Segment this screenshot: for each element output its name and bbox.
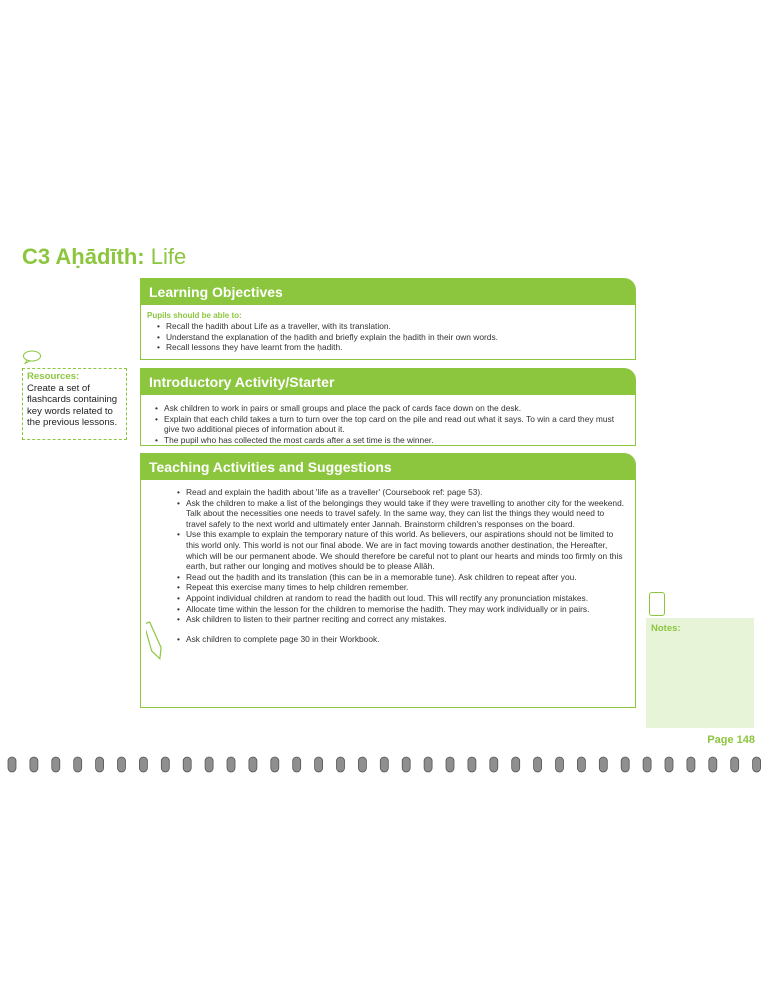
- teaching-heading: Teaching Activities and Suggestions: [141, 454, 635, 480]
- list-item: • Understand the explanation of the ḥadith and briefly explain the ḥadith in their own words.: [157, 332, 627, 343]
- learning-objectives-panel: [140, 278, 636, 360]
- binding-ring: [446, 757, 454, 772]
- binding-ring: [424, 757, 432, 772]
- list-item: • Recall lessons they have learnt from the ḥadith.: [157, 342, 627, 353]
- list-item: • Ask children to listen to their partner reciting and correct any mistakes.: [177, 614, 625, 625]
- binding-ring: [96, 757, 104, 772]
- binding-ring: [52, 757, 60, 772]
- binding-ring: [731, 757, 739, 772]
- binding-ring: [249, 757, 257, 772]
- page-number: Page 148: [707, 734, 755, 746]
- binding-ring: [74, 757, 82, 772]
- binding-ring: [665, 757, 673, 772]
- list-item: • Allocate time within the lesson for the children to memorise the ḥadith. They may work individually or in pairs.: [177, 604, 625, 615]
- binding-ring: [402, 757, 410, 772]
- list-item: • Read out the ḥadith and its translation (this can be in a memorable tune). Ask children to repeat after you.: [177, 572, 625, 583]
- list-item: • Read and explain the ḥadith about 'life as a traveller' (Coursebook ref: page 53).: [177, 487, 625, 498]
- notepad-icon: [649, 592, 665, 616]
- list-item: • The pupil who has collected the most cards after a set time is the winner.: [155, 435, 627, 446]
- intro-heading: Introductory Activity/Starter: [141, 369, 635, 395]
- binding-ring: [271, 757, 279, 772]
- list-item: • Recall the ḥadith about Life as a traveller, with its translation.: [157, 321, 627, 332]
- binding-ring: [468, 757, 476, 772]
- spiral-binding-icon: [0, 754, 771, 774]
- binding-ring: [687, 757, 695, 772]
- binding-ring: [227, 757, 235, 772]
- resources-text: Create a set of flashcards containing key words related to the previous lessons.: [27, 382, 118, 429]
- binding-ring: [753, 757, 761, 772]
- binding-ring: [534, 757, 542, 772]
- binding-ring: [293, 757, 301, 772]
- binding-ring: [205, 757, 213, 772]
- list-item: • Ask children to complete page 30 in their Workbook.: [177, 634, 625, 645]
- intro-activity-panel: [140, 368, 636, 446]
- binding-ring: [512, 757, 520, 772]
- page-title: [22, 244, 186, 270]
- title-prefix: C3 Aḥādīth:: [22, 244, 145, 269]
- binding-ring: [380, 757, 388, 772]
- learning-objectives-heading: Learning Objectives: [141, 279, 635, 305]
- binding-ring: [8, 757, 16, 772]
- pencil-icon: [146, 620, 168, 662]
- teaching-activities-panel: [140, 453, 636, 708]
- binding-ring: [183, 757, 191, 772]
- binding-ring: [621, 757, 629, 772]
- binding-ring: [315, 757, 323, 772]
- binding-ring: [358, 757, 366, 772]
- binding-ring: [643, 757, 651, 772]
- title-suffix: Life: [150, 244, 187, 269]
- binding-ring: [337, 757, 345, 772]
- teaching-list: [177, 487, 625, 644]
- binding-ring: [161, 757, 169, 772]
- list-item: • Ask the children to make a list of the belongings they would take if they were travelling to another city for the weekend. Talk about the necessities one needs to travel safely. In the same way, they can list the things they would need to travel safely to the next world and ultimately enter Jannah. Brainstorm children's responses on the board.: [177, 498, 625, 530]
- resources-title: Resources:: [27, 371, 80, 382]
- binding-ring: [139, 757, 147, 772]
- binding-ring: [599, 757, 607, 772]
- list-item: • Explain that each child takes a turn to turn over the top card on the pile and read out what it says. To win a card they must give two additional pieces of information about it.: [155, 414, 627, 435]
- binding-ring: [556, 757, 564, 772]
- binding-ring: [118, 757, 126, 772]
- list-item: • Use this example to explain the temporary nature of this world. As believers, our aspirations should not be limited to this world only. This world is not our final abode. We are in fact moving towards another destination, the Hereafter, which will be our permanent abode. We should therefore be careful not to plant our hearts and minds too firmly on this earth, but rather our longing and motives should be to please Allāh.: [177, 529, 625, 571]
- resources-box: [22, 368, 127, 440]
- list-item: • Ask children to work in pairs or small groups and place the pack of cards face down on the desk.: [155, 403, 627, 414]
- binding-ring: [709, 757, 717, 772]
- objectives-list: [147, 321, 627, 353]
- objectives-subheading: Pupils should be able to:: [147, 311, 242, 320]
- speech-bubble-icon: [22, 350, 42, 364]
- notes-label: Notes:: [651, 623, 681, 634]
- notes-box: [646, 618, 754, 728]
- list-item: • Appoint individual children at random to read the ḥadith out loud. This will rectify any pronunciation mistakes.: [177, 593, 625, 604]
- list-item: • Repeat this exercise many times to help children remember.: [177, 582, 625, 593]
- intro-list: [155, 403, 627, 445]
- binding-ring: [577, 757, 585, 772]
- binding-ring: [30, 757, 38, 772]
- binding-ring: [490, 757, 498, 772]
